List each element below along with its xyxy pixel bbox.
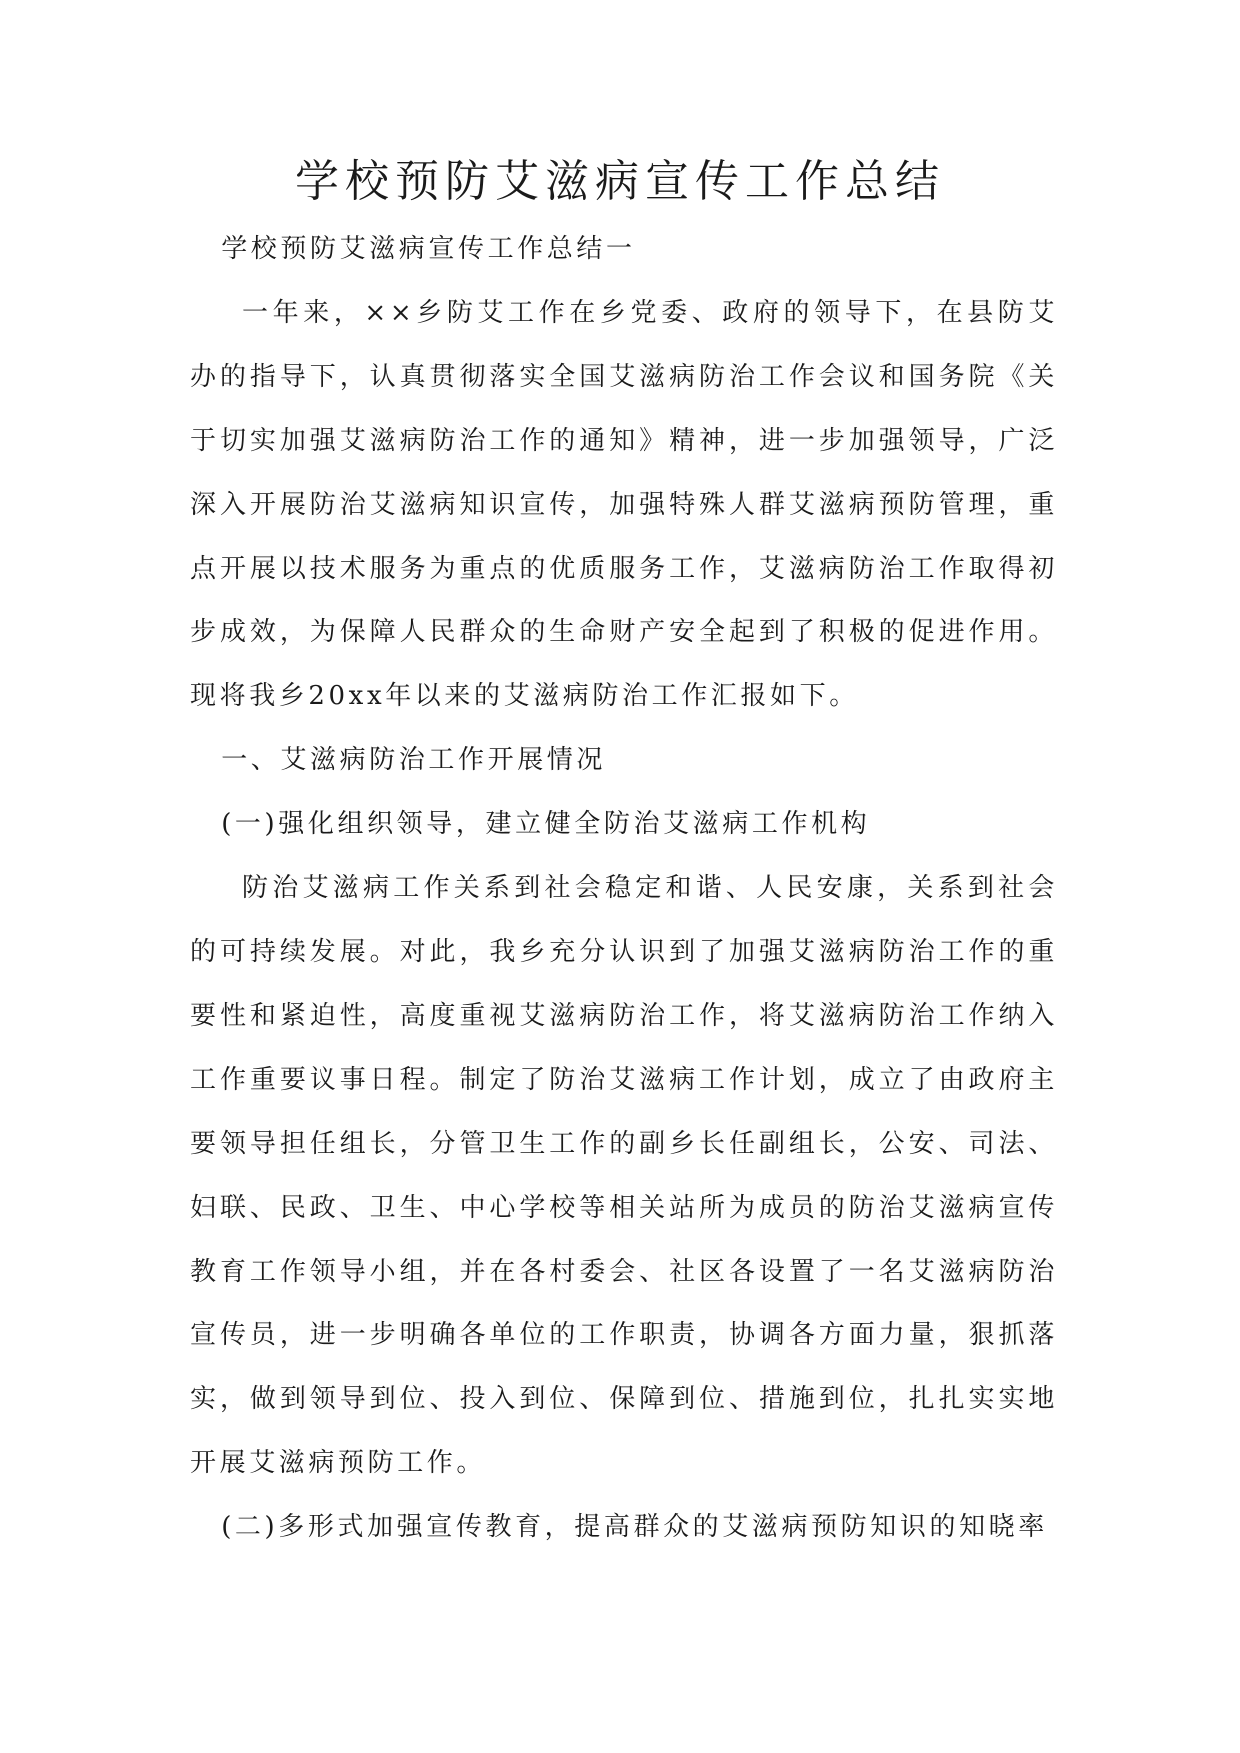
subsection-heading-1: (一)强化组织领导，建立健全防治艾滋病工作机构 xyxy=(221,809,871,840)
section-heading-1: 一、艾滋病防治工作开展情况 xyxy=(221,745,606,776)
document-title: 学校预防艾滋病宣传工作总结 xyxy=(295,156,945,207)
intro-paragraph: 一年来，××乡防艾工作在乡党委、政府的领导下，在县防艾办的指导下，认真贯彻落实全国艾滋病防治工作会议和国务院《关于切实加强艾滋病防治工作的通知》精神，进一步加强领导，广泛深入开展防治艾滋病知识宣传，加强特殊人群艾滋病预防管理，重点开展以技术服务为重点的优质服务工作，艾滋病防治工作取得初步成效，为保障人民群众的生命财产安全起到了积极的促进作用。现将我乡20xx年以来的艾滋病防治工作汇报如下。 xyxy=(190,297,1058,712)
subsection-body-1: 防治艾滋病工作关系到社会稳定和谐、人民安康，关系到社会的可持续发展。对此，我乡充分认识到了加强艾滋病防治工作的重要性和紧迫性，高度重视艾滋病防治工作，将艾滋病防治工作纳入工作重要议事日程。制定了防治艾滋病工作计划，成立了由政府主要领导担任组长，分管卫生工作的副乡长任副组长，公安、司法、妇联、民政、卫生、中心学校等相关站所为成员的防治艾滋病宣传教育工作领导小组，并在各村委会、社区各设置了一名艾滋病防治宣传员，进一步明确各单位的工作职责，协调各方面力量，狠抓落实，做到领导到位、投入到位、保障到位、措施到位，扎扎实实地开展艾滋病预防工作。 xyxy=(190,873,1058,1479)
document-subtitle: 学校预防艾滋病宣传工作总结一 xyxy=(221,234,636,264)
subsection-heading-2: (二)多形式加强宣传教育，提高群众的艾滋病预防知识的知晓率 xyxy=(221,1512,1048,1543)
document-body xyxy=(190,218,1058,1560)
